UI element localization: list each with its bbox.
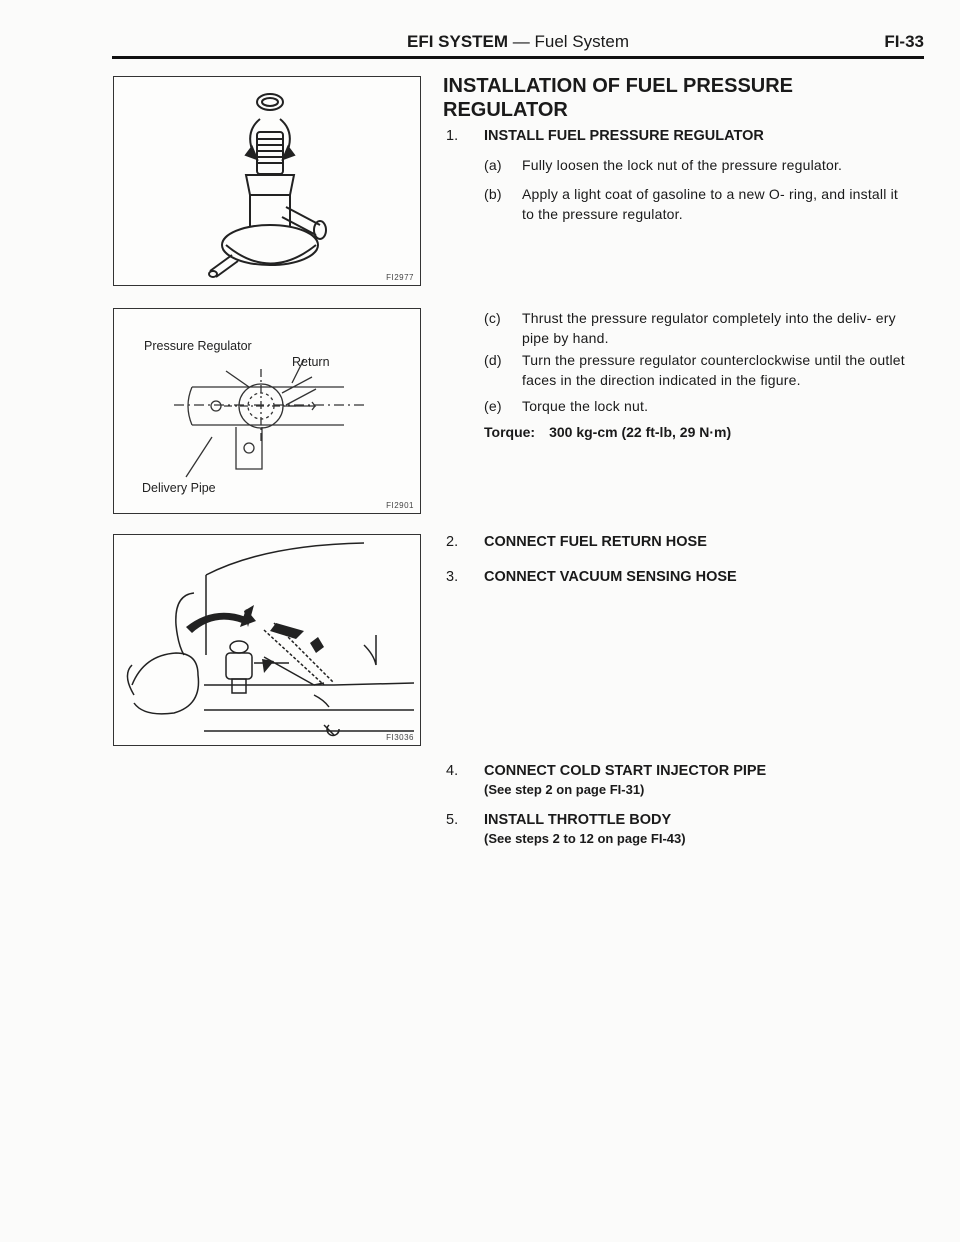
torque-lock-nut-illustration [114,535,420,745]
page-number: FI-33 [884,32,924,51]
step-title: INSTALL THROTTLE BODY [484,812,672,828]
regulator-oring-illustration [114,77,420,285]
label-delivery-pipe: Delivery Pipe [142,481,216,495]
substep-label: (d) [484,352,502,368]
step-number: 4. [446,763,459,779]
torque-label: Torque: [484,424,536,440]
substep-b [484,184,914,224]
figure-code: FI2901 [386,501,414,510]
figure-torque-lock-nut [113,534,421,746]
figure-code: FI2977 [386,273,414,282]
step-title: INSTALL FUEL PRESSURE REGULATOR [484,128,764,144]
substep-text: Torque the lock nut. [522,398,649,414]
step-number: 5. [446,812,459,828]
section-title [443,74,913,122]
step-number: 1. [446,128,459,144]
substep-d [484,350,914,390]
step-number: 2. [446,534,459,550]
step-title: CONNECT VACUUM SENSING HOSE [484,569,737,585]
torque-spec [484,424,731,440]
header-title [112,32,924,52]
figure-regulator-orientation [113,308,421,514]
step-title: CONNECT FUEL RETURN HOSE [484,534,707,550]
section-title-line-1: INSTALLATION OF FUEL PRESSURE [443,75,794,97]
step-number: 3. [446,569,459,585]
step-reference: (See steps 2 to 12 on page FI-43) [484,831,686,846]
header-subsection: Fuel System [534,32,629,51]
label-pressure-regulator: Pressure Regulator [144,339,252,353]
substep-label: (a) [484,157,502,173]
substep-text: Apply a light coat of gasoline to a new O- ring, and install it to the pressure regulator. [522,186,899,222]
header-section: EFI SYSTEM [406,32,509,51]
substep-text: Turn the pressure regulator counterclockwise until the outlet faces in the direction indicated in the figure. [522,352,905,388]
step-title: CONNECT COLD START INJECTOR PIPE [484,763,767,779]
page-header [112,32,924,54]
substep-label: (b) [484,186,502,202]
label-return: Return [292,355,330,369]
substep-text: Fully loosen the lock nut of the pressure regulator. [522,157,843,173]
substep-a [484,155,914,175]
substep-text: Thrust the pressure regulator completely into the deliv- ery pipe by hand. [522,310,896,346]
header-rule [112,56,924,59]
substep-e [484,396,914,416]
substep-c [484,308,914,348]
torque-value: 300 kg-cm (22 ft-lb, 29 N·m) [549,424,732,440]
figure-oring-regulator [113,76,421,286]
substep-label: (c) [484,310,501,326]
substep-label: (e) [484,398,502,414]
section-title-line-2: REGULATOR [443,99,568,121]
figure-code: FI3036 [386,733,414,742]
header-dash: — [508,32,535,51]
step-reference: (See step 2 on page FI-31) [484,782,645,797]
